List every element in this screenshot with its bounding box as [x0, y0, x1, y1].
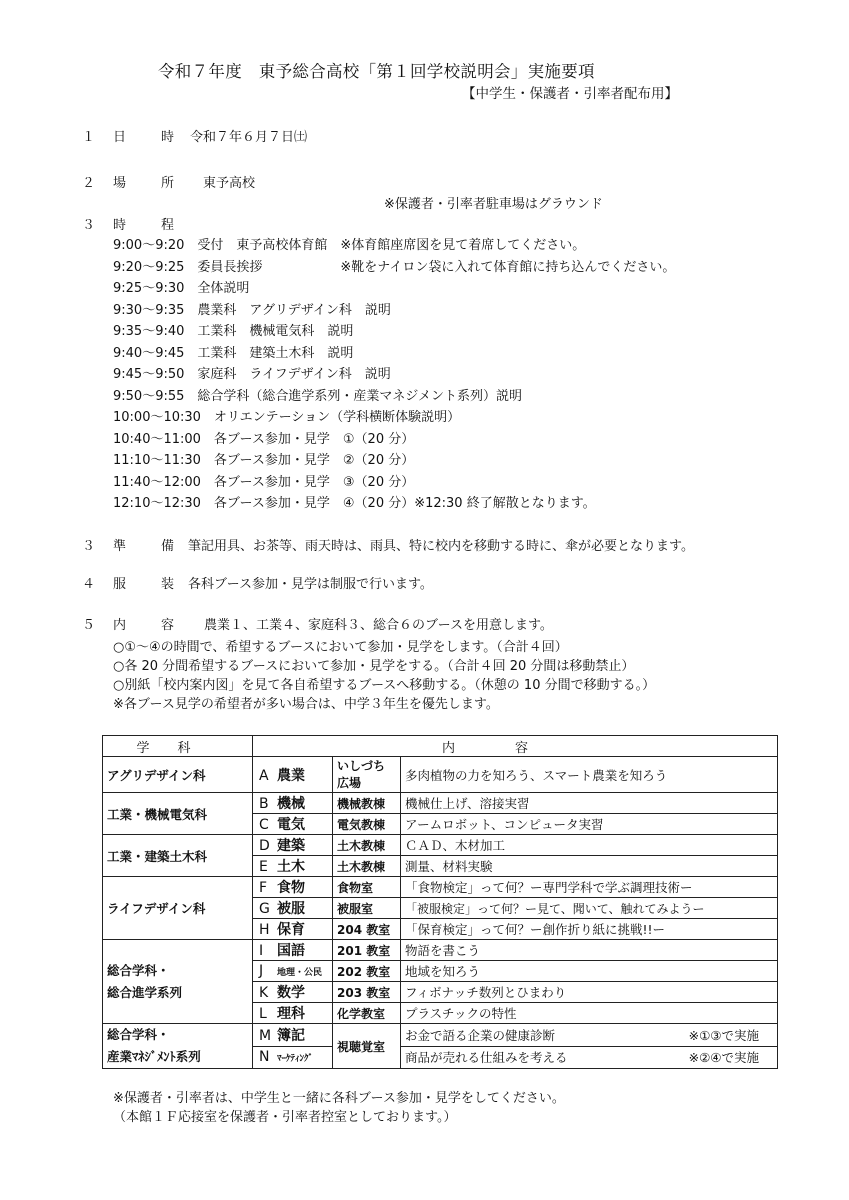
booth-code: I 国語 [253, 940, 333, 961]
section-number: ４ [82, 577, 96, 592]
room-cell: 食物室 [333, 877, 401, 898]
session-note: ※②④で実施 [688, 1050, 759, 1066]
section-label-first: 日 [113, 130, 127, 145]
content-note: ○①～④の時間で、希望するブースにおいて参加・見学をします。（合計４回） [113, 640, 568, 655]
header-content: 内容 [253, 736, 778, 757]
room-cell: 被服室 [333, 898, 401, 919]
room-cell: 機械教棟 [333, 793, 401, 814]
content-cell: ＣＡＤ、木材加工 [401, 835, 778, 856]
room-cell: 202 教室 [333, 961, 401, 982]
section-label-second: 備 [161, 539, 175, 554]
content-cell: アームロボット、コンピュータ実習 [401, 814, 778, 835]
section-value: 各科ブース参加・見学は制服で行います。 [188, 577, 433, 592]
section-label-second: 時 [161, 130, 175, 145]
booth-code: K 数学 [253, 982, 333, 1003]
content-cell: 地域を知ろう [401, 961, 778, 982]
document-title: 令和７年度 東予総合高校「第１回学校説明会」実施要項 [158, 62, 595, 81]
content-note: ○別紙「校内案内図」を見て各自希望するブースへ移動する。（休憩の 10 分間で移動する。） [113, 678, 656, 693]
content-notes [113, 636, 655, 712]
section-label-second: 所 [161, 176, 175, 191]
section-number: １ [82, 130, 96, 145]
header-dept: 学科 [103, 736, 253, 757]
schedule-list [113, 234, 675, 514]
section-number: ２ [82, 176, 96, 191]
room-cell: 土木教棟 [333, 835, 401, 856]
booth-code: F 食物 [253, 877, 333, 898]
dept-cell [103, 1024, 253, 1069]
room-cell: 化学教室 [333, 1003, 401, 1024]
section-number: ３ [82, 218, 96, 233]
booth-code: B 機械 [253, 793, 333, 814]
session-note: ※①③で実施 [688, 1027, 759, 1043]
content-cell: プラスチックの特性 [401, 1003, 778, 1024]
table-row [103, 793, 778, 814]
content-cell: 「食物検定」って何？ー専門学科で学ぶ調理技術ー [401, 877, 778, 898]
schedule-item: 12:10～12:30 各ブース参加・見学 ④（20 分）※12:30 終了解散となります。 [113, 496, 596, 511]
booth-code: D 建築 [253, 835, 333, 856]
dept-cell: ライフデザイン科 [103, 877, 253, 940]
content-cell: 機械仕上げ、溶接実習 [401, 793, 778, 814]
content-note: ※各ブース見学の希望者が多い場合は、中学３年生を優先します。 [113, 697, 499, 712]
booth-code: A 農業 [253, 757, 333, 793]
table-row [103, 1024, 778, 1047]
room-cell: 204 教室 [333, 919, 401, 940]
content-cell: フィボナッチ数列とひまわり [401, 982, 778, 1003]
content-cell: 「保育検定」って何？ー創作折り紙に挑戦!!ー [401, 919, 778, 940]
booth-code: J 地理・公民 [253, 961, 333, 982]
section-label-first: 内 [113, 618, 127, 633]
section-label-first: 準 [113, 539, 127, 554]
section-value: 農業１、工業４、家庭科３、総合６のブースを用意します。 [204, 618, 553, 633]
content-note: ○各 20 分間希望するブースにおいて参加・見学をする。（合計４回 20 分間は移動禁止） [113, 659, 635, 674]
section-date [82, 126, 582, 146]
schedule-item: 10:00～10:30 オリエンテーション（学科横断体験説明） [113, 410, 461, 425]
section-label-first: 時 [113, 218, 127, 233]
schedule-item: 9:30～9:35 農業科 アグリデザイン科 説明 [113, 302, 391, 318]
document-subtitle: 【中学生・保護者・引率者配布用】 [462, 86, 678, 102]
schedule-item: 11:40～12:00 各ブース参加・見学 ③（20 分） [113, 474, 415, 490]
dept-cell [103, 940, 253, 1024]
content-cell: 多肉植物の力を知ろう、スマート農業を知ろう [401, 757, 778, 793]
dept-cell: 工業・機械電気科 [103, 793, 253, 835]
booth-code: N ﾏｰｹﾃｨﾝｸﾞ [253, 1046, 333, 1069]
section-label-first: 服 [113, 577, 127, 592]
schedule-item: 10:40～11:00 各ブース参加・見学 ①（20 分） [113, 431, 415, 447]
dept-cell: アグリデザイン科 [103, 757, 253, 793]
content-cell [401, 1046, 778, 1069]
footer-note: （本館１Ｆ応接室を保護者・引率者控室としております。） [113, 1110, 457, 1125]
schedule-item: 9:35～9:40 工業科 機械電気科 説明 [113, 324, 354, 339]
room-cell: 203 教室 [333, 982, 401, 1003]
section-value: 東予高校 [203, 176, 256, 191]
booth-code: C 電気 [253, 814, 333, 835]
content-cell: 「被服検定」って何？ー見て、聞いて、触れてみようー [401, 898, 778, 919]
room-cell: いしづち広場 [333, 757, 401, 793]
section-label-second: 容 [161, 618, 175, 633]
section-number: ５ [82, 618, 96, 633]
schedule-item: 9:25～9:30 全体説明 [113, 281, 250, 296]
content-text: お金で語る企業の健康診断 [405, 1027, 556, 1043]
dept-line: 総合進学系列 [107, 984, 183, 1000]
schedule-item: 9:50～9:55 総合学科（総合進学系列・産業マネジメント系列）説明 [113, 388, 522, 404]
table-row [103, 757, 778, 793]
parking-note: ※保護者・引率者駐車場はグラウンド [384, 197, 603, 212]
room-cell: 電気教棟 [333, 814, 401, 835]
content-text: 商品が売れる仕組みを考える [405, 1050, 568, 1066]
section-label-second: 装 [161, 577, 175, 592]
dept-cell: 工業・建築土木科 [103, 835, 253, 877]
section-value: 筆記用具、お茶等、雨天時は、雨具、特に校内を移動する時に、傘が必要となります。 [188, 539, 694, 554]
dept-line: 総合学科・ [107, 1027, 170, 1042]
section-dress [82, 573, 582, 593]
section-preparation [82, 535, 842, 555]
booth-table [102, 735, 778, 1069]
table-header-row [103, 736, 778, 757]
booth-code: L 理科 [253, 1003, 333, 1024]
section-schedule [82, 214, 282, 234]
dept-line: 産業ﾏﾈｼﾞﾒﾝﾄ系列 [107, 1049, 201, 1064]
schedule-item: 9:40～9:45 工業科 建築土木科 説明 [113, 345, 354, 361]
room-cell: 201 教室 [333, 940, 401, 961]
section-label-first: 場 [113, 176, 127, 191]
schedule-item: 9:00～9:20 受付 東予高校体育館 ※体育館座席図を見て着席してください。 [113, 238, 586, 253]
booth-code: E 土木 [253, 856, 333, 877]
content-cell: 物語を書こう [401, 940, 778, 961]
booth-code: M 簿記 [253, 1024, 333, 1047]
schedule-item: 11:10～11:30 各ブース参加・見学 ②（20 分） [113, 453, 415, 468]
booth-code: H 保育 [253, 919, 333, 940]
room-cell: 視聴覚室 [333, 1024, 401, 1069]
room-cell: 土木教棟 [333, 856, 401, 877]
dept-line: 総合学科・ [107, 962, 170, 978]
section-contents [82, 614, 682, 634]
booth-code: G 被服 [253, 898, 333, 919]
section-place [82, 172, 582, 192]
table-row [103, 835, 778, 856]
section-number: ３ [82, 539, 96, 554]
footer-note: ※保護者・引率者は、中学生と一緒に各科ブース参加・見学をしてください。 [113, 1091, 565, 1106]
section-label-second: 程 [161, 218, 175, 233]
content-cell [401, 1024, 778, 1047]
content-cell: 測量、材料実験 [401, 856, 778, 877]
table-row [103, 940, 778, 961]
table-row [103, 877, 778, 898]
schedule-item: 9:20～9:25 委員長挨拶 ※靴をナイロン袋に入れて体育館に持ち込んでください。 [113, 259, 676, 275]
schedule-item: 9:45～9:50 家庭科 ライフデザイン科 説明 [113, 367, 391, 382]
section-value: 令和７年６月７日㈯ [190, 130, 308, 145]
